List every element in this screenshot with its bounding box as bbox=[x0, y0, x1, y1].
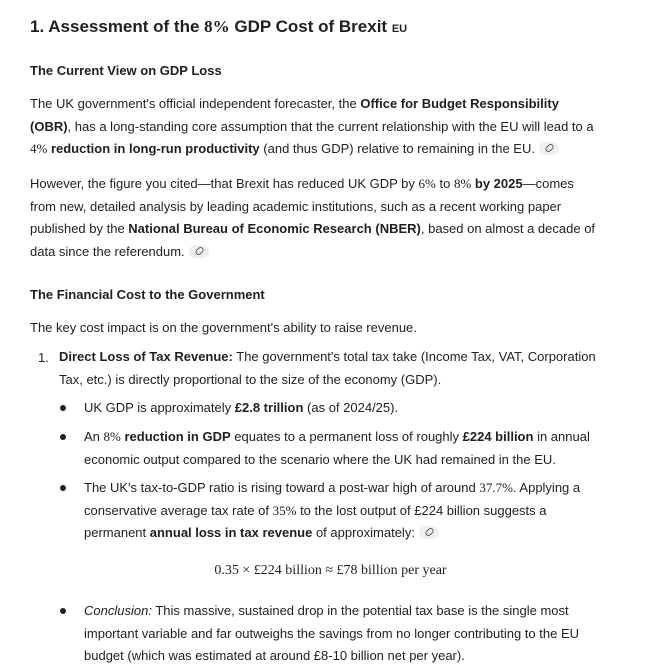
section-heading-gdp-loss: The Current View on GDP Loss bbox=[30, 63, 222, 78]
list-item-tax-ratio: The UK's tax-to-GDP ratio is rising toward a post-war high of around 37.7%. Applying a conservative average tax rate of 35% to the lost output of £224 billion suggests a permanent annual loss in tax revenue of approximately: bbox=[84, 480, 581, 540]
bullet-dot bbox=[60, 405, 66, 411]
title-math: 8% bbox=[204, 17, 230, 36]
source-link-icon[interactable] bbox=[189, 245, 209, 258]
list-item-gdp-reduction: An 8% reduction in GDP equates to a permanent loss of roughly £224 billion in annual economic output compared to the scenario where the UK had remained in the EU. bbox=[84, 429, 590, 467]
title-suffix: EU bbox=[391, 23, 408, 35]
list-item-conclusion: Conclusion: This massive, sustained drop in the potential tax base is the single most important variable and far outweighs the savings from no longer contributing to the EU budget (which was estimated at around £8-10 billion net per year). bbox=[84, 603, 579, 663]
paragraph-nber: However, the figure you cited—that Brexit has reduced UK GDP by 6% to 8% by 2025—comes from new, detailed analysis by leading academic institutions, such as a recent working paper published by the National Bureau of Economic Research (NBER), based on almost a decade of data since the referendum. bbox=[30, 176, 596, 259]
source-link-icon[interactable] bbox=[539, 142, 559, 155]
list-number: 1. bbox=[38, 350, 49, 365]
source-link-icon[interactable] bbox=[419, 526, 439, 539]
bullet-dot bbox=[60, 434, 66, 440]
bullet-dot bbox=[60, 485, 66, 491]
list-item-uk-gdp: UK GDP is approximately £2.8 trillion (as of 2024/25). bbox=[84, 400, 399, 415]
section-heading-financial-cost: The Financial Cost to the Government bbox=[30, 287, 265, 302]
bullet-dot bbox=[60, 608, 66, 614]
page-title: 1. Assessment of the 8% GDP Cost of Brexit EU bbox=[30, 17, 408, 36]
tax-loss-formula: 0.35 × £224 billion ≈ £78 billion per year bbox=[214, 563, 447, 578]
list-item-tax-revenue: Direct Loss of Tax Revenue: The government's total tax take (Income Tax, VAT, Corporation Tax, etc.) is directly proportional to the size of the economy (GDP). bbox=[59, 349, 596, 387]
paragraph-intro: The key cost impact is on the government's ability to raise revenue. bbox=[30, 320, 417, 335]
paragraph-obr: The UK government's official independent forecaster, the Office for Budget Responsibility (OBR), has a long-standing core assumption that the current relationship with the EU will lead to a 4% reduction in long-run productivity (and thus GDP) relative to remaining in the EU. bbox=[30, 96, 594, 156]
